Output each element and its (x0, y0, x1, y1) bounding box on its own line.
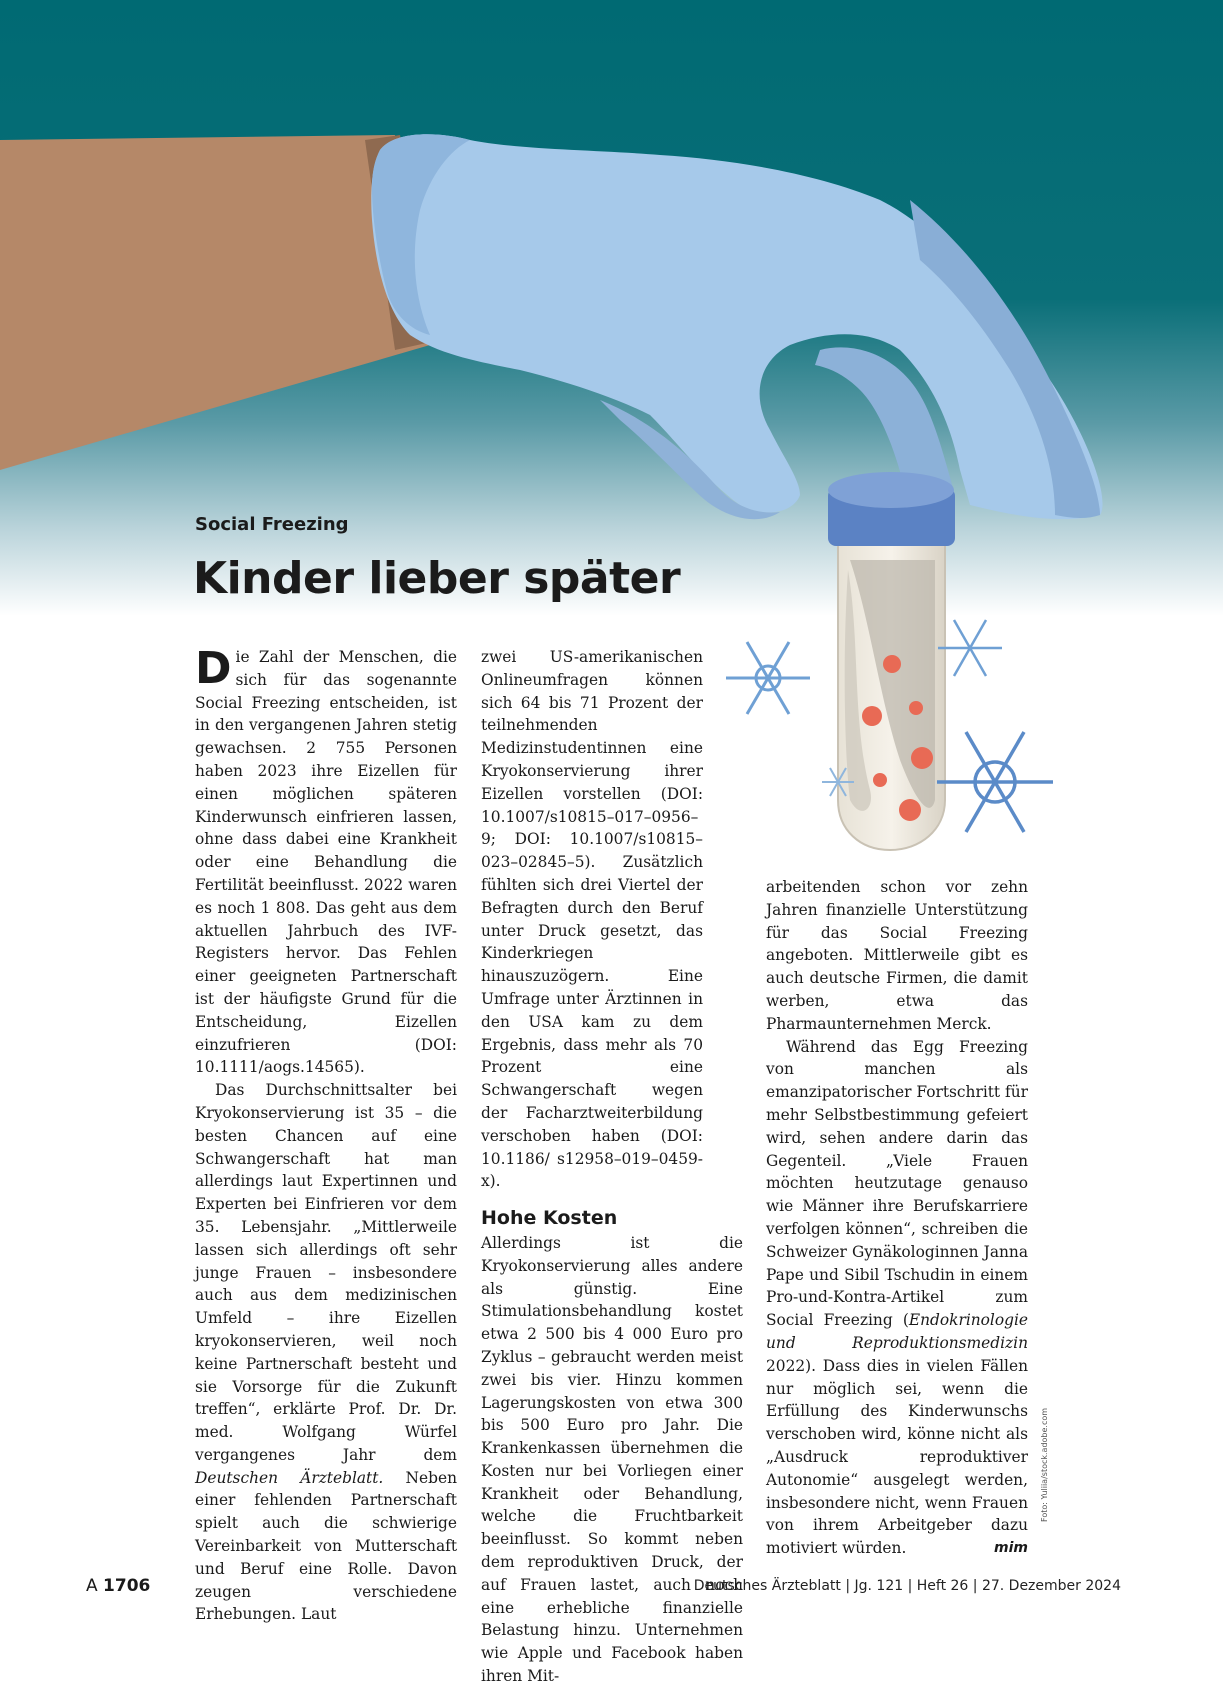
paragraph: Das Durchschnittsalter bei Kryokonservierung ist 35 – die besten Chancen auf eine Schwangerschaft hat man allerdings laut Expertinnen und Experten bei Einfrieren vor dem 35. Lebensjahr. „Mittlerweile lassen sich allerdings oft sehr junge Frauen – insbesondere auch aus dem medizinischen Umfeld – ihre Eizellen kryokonservieren, weil noch keine Partnerschaft besteht und sie Vorsorge für die Zukunft treffen“, erklärte Prof. Dr. Dr. med. Wolfgang Würfel vergangenes Jahr dem Deutschen Ärzteblatt. Neben einer fehlenden Partnerschaft spielt auch die schwierige Vereinbarkeit von Mutterschaft und Beruf eine Rolle. Davon zeugen verschiedene Erhebungen. Laut (195, 1081, 457, 1624)
paragraph: Die Zahl der Menschen, die sich für das sogenannte Social Freezing entscheiden, ist in den vergangenen Jahren stetig gewachsen. 2 755 Personen haben 2023 ihre Eizellen für einen möglichen späteren Kinderwunsch einfrieren lassen, ohne dass dabei eine Krankheit oder eine Behandlung die Fertilität beeinflusst. 2022 waren es noch 1 808. Das geht aus dem aktuellen Jahrbuch des IVF-Registers hervor. Das Fehlen einer geeigneten Partnerschaft ist der häufigste Grund für die Entscheidung, Eizellen einzufrieren (DOI: 10.1111/aogs.14565). (195, 643, 457, 1077)
egg-cell (883, 655, 901, 673)
egg-cell (911, 747, 933, 769)
article-headline: Kinder lieber später (193, 553, 681, 604)
egg-cell (899, 799, 921, 821)
journal-info: Deutsches Ärzteblatt | Jg. 121 | Heft 26 | 27. Dezember 2024 (693, 1578, 1121, 1594)
paragraph: Allerdings ist die Kryokonservierung alles andere als günstig. Eine Stimulationsbehandlung kostet etwa 2 500 bis 4 000 Euro pro Zyklus – gebraucht werden meist zwei bis vier. Hinzu kommen Lagerungskosten von etwa 300 bis 500 Euro pro Jahr. Die Krankenkassen übernehmen die Kosten nur bei Vorliegen einer Krankheit oder Behandlung, welche die Fruchtbarkeit beeinflusst. So kommt neben dem reproduktiven Druck, der auf Frauen lastet, auch noch eine erhebliche finanzielle Belastung hinzu. Unternehmen wie Apple und Facebook haben ihren Mit- (481, 1233, 743, 1686)
paragraph: zwei US-amerikanischen Onlineumfragen können sich 64 bis 71 Prozent der teilnehmenden Medizinstudentinnen eine Kryokonservierung ihrer Eizellen vorstellen (DOI: 10.1007/s10815–017–0956–9; DOI: 10.1007/s10815–023–02845–5). Zusätzlich fühlten sich drei Viertel der Befragten durch den Beruf unter Druck gesetzt, das Kinderkriegen hinauszuzögern. Eine Umfrage unter Ärztinnen in den USA kam zu dem Ergebnis, dass mehr als 70 Prozent eine Schwangerschaft wegen der Facharztweiterbildung verschoben haben (DOI: 10.1186/ s12958–019–0459-x). (481, 648, 703, 1191)
section-heading: Hohe Kosten (481, 1207, 618, 1230)
sample-tube (828, 472, 955, 850)
egg-cell (873, 773, 887, 787)
article-column-2 (481, 646, 743, 1688)
paragraph: Während das Egg Freezing von manchen als emanzipatorischer Fortschritt für mehr Selbstbestimmung gefeiert wird, sehen andere darin das Gegenteil. „Viele Frauen möchten heutzutage genauso wie Männer ihre Berufskarriere verfolgen können“, schreiben die Schweizer Gynäkologinnen Janna Pape und Sibil Tschudin in einem Pro-und-Kontra-Artikel zum Social Freezing (Endokrinologie und Reproduktionsmedizin 2022). Dass dies in vielen Fällen nur möglich sei, wenn die Erfüllung des Kinderwunschs verschoben wird, könne nicht als „Ausdruck reproduktiver Autonomie“ ausgelegt werden, insbesondere nicht, wenn Frauen von ihrem Arbeitgeber dazu motiviert würden. mim (766, 1036, 1028, 1560)
egg-cell (909, 701, 923, 715)
article-column-1 (195, 643, 457, 1626)
egg-cell (862, 706, 882, 726)
drop-cap: D (195, 643, 232, 694)
paragraph: arbeitenden schon vor zehn Jahren finanzielle Unterstützung für das Social Freezing angeboten. Mittlerweile gibt es auch deutsche Firmen, die damit werben, etwa das Pharmaunternehmen Merck. (766, 878, 1028, 1033)
article-kicker: Social Freezing (195, 514, 349, 535)
publication-title: Endokrinologie und Reproduktionsmedizin (766, 1311, 1028, 1352)
page-number: A 1706 (86, 1576, 151, 1596)
photo-credit: Foto: Yuliia/stock.adobe.com (1040, 1407, 1049, 1522)
article-column-3 (766, 876, 1028, 1560)
publication-title: Deutschen Ärzteblatt. (195, 1468, 384, 1487)
author-signature: mim (994, 1540, 1028, 1557)
